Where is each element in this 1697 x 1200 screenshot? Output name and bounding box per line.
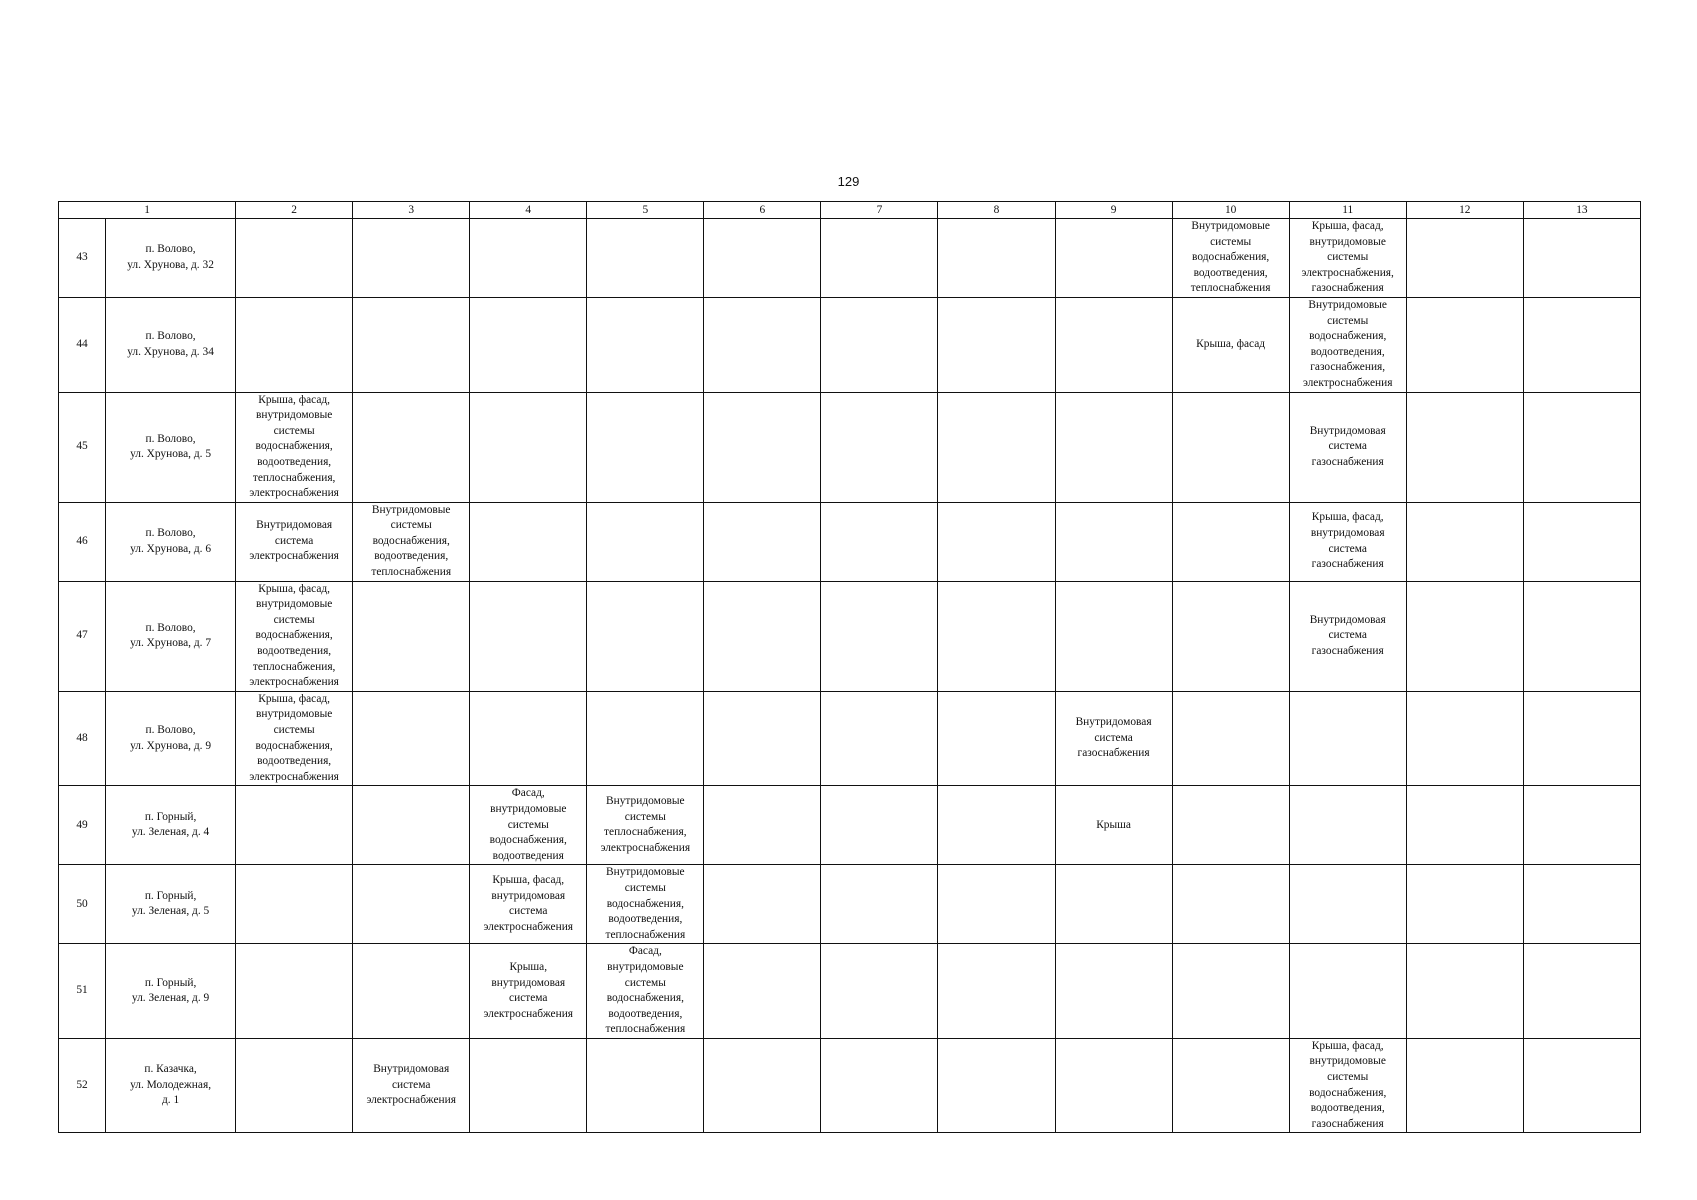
work-cell-col-10: Крыша, фасад xyxy=(1172,297,1289,392)
work-cell-col-10 xyxy=(1172,502,1289,581)
work-cell-col-9 xyxy=(1055,865,1172,944)
work-cell-col-5: Внутридомовые системы теплоснабжения, электроснабжения xyxy=(587,786,704,865)
row-number: 51 xyxy=(59,944,106,1039)
work-cell-col-7 xyxy=(821,297,938,392)
table-row xyxy=(59,502,1641,581)
column-header-2: 2 xyxy=(236,202,353,219)
address-cell: п. Горный, ул. Зеленая, д. 5 xyxy=(106,865,236,944)
address-cell: п. Горный, ул. Зеленая, д. 4 xyxy=(106,786,236,865)
address-cell: п. Волово, ул. Хрунова, д. 32 xyxy=(106,219,236,298)
work-cell-col-8 xyxy=(938,581,1055,691)
work-cell-col-10 xyxy=(1172,944,1289,1039)
row-number: 46 xyxy=(59,502,106,581)
work-cell-col-8 xyxy=(938,786,1055,865)
work-cell-col-13 xyxy=(1523,691,1640,786)
work-cell-col-12 xyxy=(1406,1038,1523,1133)
work-cell-col-6 xyxy=(704,502,821,581)
work-cell-col-7 xyxy=(821,581,938,691)
row-number: 45 xyxy=(59,392,106,502)
work-cell-col-6 xyxy=(704,581,821,691)
work-cell-col-12 xyxy=(1406,502,1523,581)
column-header-8: 8 xyxy=(938,202,1055,219)
work-cell-col-13 xyxy=(1523,786,1640,865)
work-cell-col-6 xyxy=(704,1038,821,1133)
work-cell-col-3 xyxy=(353,219,470,298)
work-cell-col-10 xyxy=(1172,786,1289,865)
work-cell-col-8 xyxy=(938,219,1055,298)
page-number: 129 xyxy=(837,174,860,189)
work-cell-col-12 xyxy=(1406,392,1523,502)
work-cell-col-3: Внутридомовые системы водоснабжения, водоотведения, теплоснабжения xyxy=(353,502,470,581)
work-cell-col-6 xyxy=(704,944,821,1039)
work-cell-col-10 xyxy=(1172,1038,1289,1133)
header-row xyxy=(59,202,1641,219)
work-cell-col-7 xyxy=(821,786,938,865)
work-cell-col-5 xyxy=(587,1038,704,1133)
work-cell-col-12 xyxy=(1406,786,1523,865)
work-cell-col-4: Крыша, внутридомовая система электроснабжения xyxy=(470,944,587,1039)
table-row xyxy=(59,1038,1641,1133)
work-cell-col-5 xyxy=(587,502,704,581)
work-cell-col-8 xyxy=(938,502,1055,581)
work-cell-col-9 xyxy=(1055,944,1172,1039)
table-body xyxy=(59,219,1641,1133)
work-cell-col-6 xyxy=(704,865,821,944)
work-cell-col-5 xyxy=(587,297,704,392)
work-cell-col-9 xyxy=(1055,1038,1172,1133)
work-cell-col-9 xyxy=(1055,502,1172,581)
work-cell-col-9: Крыша xyxy=(1055,786,1172,865)
work-cell-col-11: Внутридомовая система газоснабжения xyxy=(1289,392,1406,502)
work-cell-col-6 xyxy=(704,786,821,865)
work-cell-col-9 xyxy=(1055,297,1172,392)
work-cell-col-13 xyxy=(1523,392,1640,502)
work-cell-col-2 xyxy=(236,1038,353,1133)
work-cell-col-2: Крыша, фасад, внутридомовые системы водоснабжения, водоотведения, электроснабжения xyxy=(236,691,353,786)
repair-schedule-table xyxy=(58,201,1641,1133)
work-cell-col-2 xyxy=(236,219,353,298)
work-cell-col-2 xyxy=(236,786,353,865)
work-cell-col-5: Фасад, внутридомовые системы водоснабжения, водоотведения, теплоснабжения xyxy=(587,944,704,1039)
row-number: 44 xyxy=(59,297,106,392)
address-cell: п. Волово, ул. Хрунова, д. 7 xyxy=(106,581,236,691)
work-cell-col-3: Внутридомовая система электроснабжения xyxy=(353,1038,470,1133)
column-number-header xyxy=(59,202,1641,219)
table-row xyxy=(59,691,1641,786)
work-cell-col-2: Крыша, фасад, внутридомовые системы водоснабжения, водоотведения, теплоснабжения, электроснабжения xyxy=(236,581,353,691)
column-header-10: 10 xyxy=(1172,202,1289,219)
work-cell-col-10 xyxy=(1172,865,1289,944)
table-row xyxy=(59,297,1641,392)
work-cell-col-7 xyxy=(821,219,938,298)
work-cell-col-2 xyxy=(236,944,353,1039)
column-header-3: 3 xyxy=(353,202,470,219)
work-cell-col-13 xyxy=(1523,581,1640,691)
work-cell-col-12 xyxy=(1406,581,1523,691)
work-cell-col-4 xyxy=(470,297,587,392)
work-cell-col-5 xyxy=(587,581,704,691)
table-row xyxy=(59,581,1641,691)
work-cell-col-12 xyxy=(1406,865,1523,944)
address-cell: п. Казачка, ул. Молодежная, д. 1 xyxy=(106,1038,236,1133)
row-number: 52 xyxy=(59,1038,106,1133)
work-cell-col-9 xyxy=(1055,581,1172,691)
column-header-9: 9 xyxy=(1055,202,1172,219)
work-cell-col-3 xyxy=(353,297,470,392)
work-cell-col-11: Внутридомовая система газоснабжения xyxy=(1289,581,1406,691)
column-header-11: 11 xyxy=(1289,202,1406,219)
work-cell-col-5 xyxy=(587,219,704,298)
work-cell-col-10: Внутридомовые системы водоснабжения, водоотведения, теплоснабжения xyxy=(1172,219,1289,298)
work-cell-col-13 xyxy=(1523,944,1640,1039)
work-cell-col-13 xyxy=(1523,1038,1640,1133)
address-cell: п. Волово, ул. Хрунова, д. 34 xyxy=(106,297,236,392)
address-cell: п. Волово, ул. Хрунова, д. 9 xyxy=(106,691,236,786)
work-cell-col-8 xyxy=(938,944,1055,1039)
work-cell-col-8 xyxy=(938,691,1055,786)
work-cell-col-7 xyxy=(821,691,938,786)
work-cell-col-9: Внутридомовая система газоснабжения xyxy=(1055,691,1172,786)
work-cell-col-3 xyxy=(353,581,470,691)
table-row xyxy=(59,865,1641,944)
work-cell-col-4 xyxy=(470,392,587,502)
column-header-5: 5 xyxy=(587,202,704,219)
row-number: 49 xyxy=(59,786,106,865)
work-cell-col-8 xyxy=(938,392,1055,502)
address-cell: п. Горный, ул. Зеленая, д. 9 xyxy=(106,944,236,1039)
address-cell: п. Волово, ул. Хрунова, д. 5 xyxy=(106,392,236,502)
work-cell-col-10 xyxy=(1172,691,1289,786)
work-cell-col-3 xyxy=(353,691,470,786)
work-cell-col-11 xyxy=(1289,865,1406,944)
work-cell-col-9 xyxy=(1055,392,1172,502)
work-cell-col-13 xyxy=(1523,297,1640,392)
work-cell-col-7 xyxy=(821,392,938,502)
work-cell-col-2: Внутридомовая система электроснабжения xyxy=(236,502,353,581)
work-cell-col-11 xyxy=(1289,691,1406,786)
work-cell-col-5 xyxy=(587,392,704,502)
row-number: 50 xyxy=(59,865,106,944)
work-cell-col-6 xyxy=(704,297,821,392)
work-cell-col-3 xyxy=(353,786,470,865)
row-number: 48 xyxy=(59,691,106,786)
column-header-7: 7 xyxy=(821,202,938,219)
work-cell-col-4 xyxy=(470,581,587,691)
work-cell-col-4 xyxy=(470,502,587,581)
column-header-1: 1 xyxy=(59,202,236,219)
work-cell-col-12 xyxy=(1406,944,1523,1039)
work-cell-col-6 xyxy=(704,392,821,502)
work-cell-col-7 xyxy=(821,1038,938,1133)
work-cell-col-8 xyxy=(938,297,1055,392)
work-cell-col-12 xyxy=(1406,691,1523,786)
work-cell-col-11 xyxy=(1289,786,1406,865)
work-cell-col-4 xyxy=(470,219,587,298)
work-cell-col-6 xyxy=(704,219,821,298)
work-cell-col-6 xyxy=(704,691,821,786)
work-cell-col-9 xyxy=(1055,219,1172,298)
work-cell-col-2 xyxy=(236,297,353,392)
work-cell-col-12 xyxy=(1406,219,1523,298)
work-cell-col-3 xyxy=(353,944,470,1039)
work-cell-col-3 xyxy=(353,392,470,502)
column-header-12: 12 xyxy=(1406,202,1523,219)
work-cell-col-7 xyxy=(821,502,938,581)
table-row xyxy=(59,219,1641,298)
work-cell-col-13 xyxy=(1523,502,1640,581)
work-cell-col-11: Крыша, фасад, внутридомовые системы водоснабжения, водоотведения, газоснабжения xyxy=(1289,1038,1406,1133)
column-header-13: 13 xyxy=(1523,202,1640,219)
work-cell-col-8 xyxy=(938,1038,1055,1133)
column-header-6: 6 xyxy=(704,202,821,219)
work-cell-col-5: Внутридомовые системы водоснабжения, водоотведения, теплоснабжения xyxy=(587,865,704,944)
row-number: 47 xyxy=(59,581,106,691)
work-cell-col-11: Крыша, фасад, внутридомовая система газоснабжения xyxy=(1289,502,1406,581)
work-cell-col-13 xyxy=(1523,219,1640,298)
work-cell-col-8 xyxy=(938,865,1055,944)
table-row xyxy=(59,944,1641,1039)
table-row xyxy=(59,392,1641,502)
column-header-4: 4 xyxy=(470,202,587,219)
address-cell: п. Волово, ул. Хрунова, д. 6 xyxy=(106,502,236,581)
work-cell-col-11: Внутридомовые системы водоснабжения, водоотведения, газоснабжения, электроснабжения xyxy=(1289,297,1406,392)
work-cell-col-4 xyxy=(470,691,587,786)
work-cell-col-13 xyxy=(1523,865,1640,944)
work-cell-col-12 xyxy=(1406,297,1523,392)
work-cell-col-7 xyxy=(821,944,938,1039)
work-cell-col-5 xyxy=(587,691,704,786)
row-number: 43 xyxy=(59,219,106,298)
work-cell-col-11 xyxy=(1289,944,1406,1039)
work-cell-col-2: Крыша, фасад, внутридомовые системы водоснабжения, водоотведения, теплоснабжения, электроснабжения xyxy=(236,392,353,502)
work-cell-col-4: Крыша, фасад, внутридомовая система электроснабжения xyxy=(470,865,587,944)
work-cell-col-10 xyxy=(1172,581,1289,691)
work-cell-col-7 xyxy=(821,865,938,944)
table-row xyxy=(59,786,1641,865)
work-cell-col-10 xyxy=(1172,392,1289,502)
work-cell-col-11: Крыша, фасад, внутридомовые системы электроснабжения, газоснабжения xyxy=(1289,219,1406,298)
work-cell-col-4 xyxy=(470,1038,587,1133)
work-cell-col-4: Фасад, внутридомовые системы водоснабжения, водоотведения xyxy=(470,786,587,865)
work-cell-col-2 xyxy=(236,865,353,944)
work-cell-col-3 xyxy=(353,865,470,944)
